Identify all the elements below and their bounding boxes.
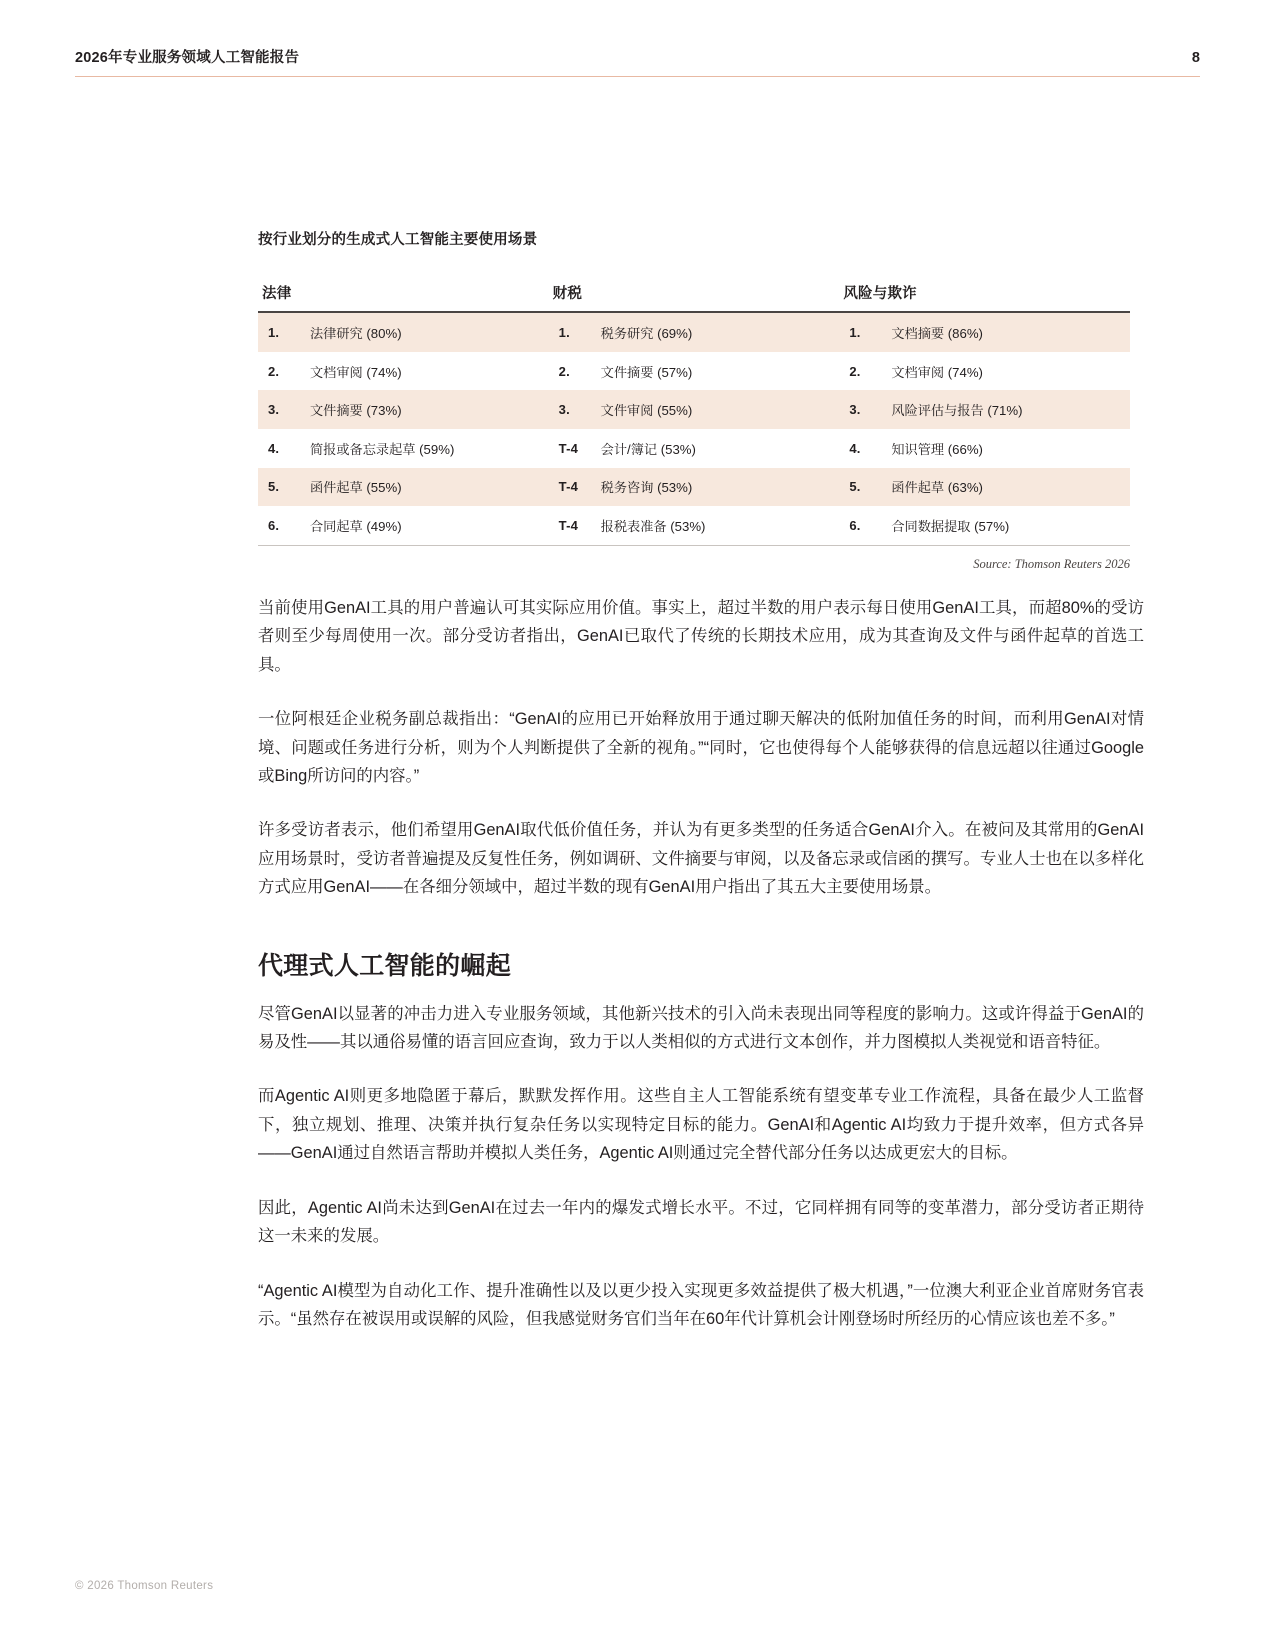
paragraph-1: 当前使用GenAI工具的用户普遍认可其实际应用价值。事实上，超过半数的用户表示每日使用GenAI工具，而超80%的受访者则至少每周使用一次。部分受访者指出，GenAI已取代了传统的长期技术应用，成为其查询及文件与函件起草的首选工具。 — [258, 599, 1144, 674]
table-column-tax — [549, 282, 840, 546]
row-rank: T-4 — [558, 479, 579, 495]
table-row — [839, 390, 1130, 429]
paragraph-3: 许多受访者表示，他们希望用GenAI取代低价值任务，并认为有更多类型的任务适合GenAI介入。在被问及其常用的GenAI应用场景时，受访者普遍提及反复性任务，例如调研、文件摘要与审阅，以及备忘录或信函的撰写。专业人士也在以多样化方式应用GenAI——在各细分领域中，超过半数的现有GenAI用户指出了其五大主要使用场景。 — [258, 821, 1144, 897]
row-rank: 3. — [558, 402, 570, 418]
page-number: 8 — [1191, 50, 1200, 66]
row-rank: 2. — [558, 363, 570, 379]
row-label: 简报或备忘录起草 (59%) — [310, 441, 455, 457]
table-source-note: Source: Thomson Reuters 2026 — [973, 556, 1130, 571]
table-row — [258, 352, 549, 391]
table-row — [839, 352, 1130, 391]
row-label: 知识管理 (66%) — [891, 441, 983, 457]
row-rank: 3. — [849, 402, 861, 418]
row-label: 风险评估与报告 (71%) — [891, 403, 1023, 419]
header-divider — [75, 76, 1200, 77]
table-columns — [258, 282, 1130, 546]
table-row — [549, 468, 840, 507]
table-column-legal — [258, 282, 549, 546]
row-rank: 6. — [849, 517, 861, 533]
row-label: 函件起草 (55%) — [310, 480, 402, 496]
row-rank: 1. — [558, 324, 570, 340]
table-row — [258, 429, 549, 468]
table-row — [549, 429, 840, 468]
row-label: 文档审阅 (74%) — [891, 364, 983, 380]
row-label: 文档审阅 (74%) — [310, 364, 402, 380]
column-rows-risk-fraud — [839, 313, 1130, 545]
row-rank: 4. — [268, 440, 280, 456]
row-label: 文件摘要 (73%) — [310, 403, 402, 419]
row-label: 文件审阅 (55%) — [600, 403, 693, 419]
row-label: 法律研究 (80%) — [310, 325, 402, 341]
row-rank: 6. — [268, 517, 280, 533]
footer-copyright: © 2026 Thomson Reuters — [75, 1580, 214, 1592]
paragraph-2: 一位阿根廷企业税务副总裁指出：“GenAI的应用已开始释放用于通过聊天解决的低附加值任务的时间，而利用GenAI对情境、问题或任务进行分析，则为个人判断提供了全新的视角。”“同时，它也使得每个人能够获得的信息远超以往通过Google或Bing所访问的内容。” — [258, 710, 1144, 786]
paragraph-5: 而Agentic AI则更多地隐匿于幕后，默默发挥作用。这些自主人工智能系统有望变革专业工作流程，具备在最少人工监督下，独立规划、推理、决策并执行复杂任务以实现特定目标的能力。GenAI和Agentic AI均致力于提升效率，但方式各异——GenAI通过自然语言帮助并模拟人类任务，Agentic AI则通过完全替代部分任务以达成更宏大的目标。 — [258, 1087, 1144, 1163]
row-label: 合同数据提取 (57%) — [891, 518, 1010, 534]
section-heading: 代理式人工智能的崛起 — [258, 951, 512, 980]
row-rank: 1. — [849, 324, 861, 340]
table-row — [258, 313, 549, 352]
table-title: 按行业划分的生成式人工智能主要使用场景 — [258, 232, 538, 248]
table-row — [839, 313, 1130, 352]
row-label: 文档摘要 (86%) — [891, 325, 983, 341]
header-title: 2026年专业服务领域人工智能报告 — [75, 50, 300, 66]
usecase-table — [258, 228, 1130, 572]
row-rank: 4. — [849, 440, 861, 456]
row-rank: 2. — [849, 363, 861, 379]
row-label: 税务咨询 (53%) — [600, 480, 693, 496]
paragraph-6: 因此，Agentic AI尚未达到GenAI在过去一年内的爆发式增长水平。不过，它同样拥有同等的变革潜力，部分受访者正期待这一未来的发展。 — [258, 1198, 1144, 1246]
table-row — [549, 390, 840, 429]
table-row — [839, 468, 1130, 507]
paragraph-7: “Agentic AI模型为自动化工作、提升准确性以及以更少投入实现更多效益提供了极大机遇，”一位澳大利亚企业首席财务官表示。“虽然存在被误用或误解的风险，但我感觉财务官们当年在60年代计算机会计刚登场时所经历的心情应该也差不多。” — [258, 1281, 1144, 1328]
table-row — [839, 506, 1130, 545]
row-rank: 5. — [268, 479, 280, 495]
row-label: 报税表准备 (53%) — [600, 518, 706, 534]
row-rank: 5. — [849, 479, 861, 495]
table-row — [549, 352, 840, 391]
column-header-risk-fraud: 风险与欺诈 — [843, 286, 917, 302]
table-row — [549, 313, 840, 352]
column-header-legal: 法律 — [262, 286, 292, 302]
table-row — [258, 506, 549, 545]
row-label: 函件起草 (63%) — [891, 480, 983, 496]
row-label: 税务研究 (69%) — [600, 325, 693, 341]
column-bottom-rule — [839, 545, 1130, 546]
column-bottom-rule — [549, 545, 840, 546]
row-rank: 1. — [268, 324, 280, 340]
running-header — [75, 46, 1200, 67]
row-rank: T-4 — [558, 440, 579, 456]
table-row — [258, 390, 549, 429]
column-bottom-rule — [258, 545, 549, 546]
row-label: 会计/簿记 (53%) — [600, 441, 696, 457]
table-row — [839, 429, 1130, 468]
table-row — [549, 506, 840, 545]
row-label: 文件摘要 (57%) — [600, 364, 693, 380]
row-rank: 2. — [268, 363, 280, 379]
table-column-risk-fraud — [839, 282, 1130, 546]
column-header-tax: 财税 — [552, 286, 583, 302]
column-rows-legal — [258, 313, 549, 545]
row-label: 合同起草 (49%) — [310, 518, 402, 534]
body-content — [258, 594, 1144, 1359]
row-rank: 3. — [268, 402, 280, 418]
paragraph-4: 尽管GenAI以显著的冲击力进入专业服务领域，其他新兴技术的引入尚未表现出同等程度的影响力。这或许得益于GenAI的易及性——其以通俗易懂的语言回应查询，致力于以人类相似的方式进行文本创作，并力图模拟人类视觉和语音特征。 — [258, 1004, 1144, 1052]
column-rows-tax — [549, 313, 840, 545]
table-row — [258, 468, 549, 507]
row-rank: T-4 — [558, 517, 579, 533]
